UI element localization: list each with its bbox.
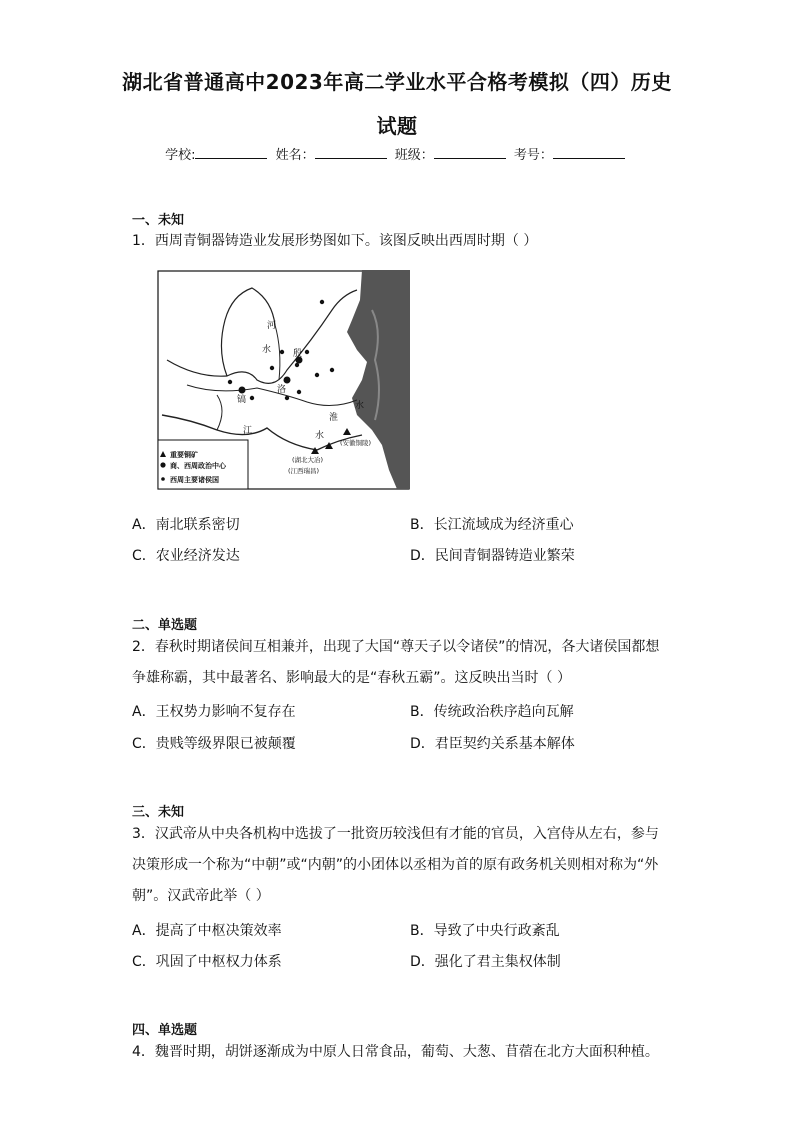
option-a[interactable]: A．王权势力影响不复存在 [132, 704, 296, 720]
option-d[interactable]: D．强化了君主集权体制 [410, 954, 561, 970]
map-label: 河 [267, 321, 277, 331]
option-a[interactable]: A．提高了中枢决策效率 [132, 923, 282, 939]
name-label: 姓名： [275, 148, 315, 163]
map-label: 洛 [277, 385, 287, 395]
option-b[interactable]: B．传统政治秩序趋向瓦解 [410, 704, 574, 720]
option-c[interactable]: C．巩固了中枢权力体系 [132, 954, 282, 970]
question-text: 4．魏晋时期，胡饼逐渐成为中原人日常食品，葡萄、大葱、苜蓿在北方大面积种植。 [132, 1044, 659, 1060]
option-d[interactable]: D．君臣契约关系基本解体 [410, 736, 575, 752]
section-heading: 四、单选题 [132, 1023, 198, 1038]
map-label: 淮 [329, 413, 339, 423]
student-info-row [0, 144, 794, 163]
school-label: 学校: [165, 148, 196, 163]
exam-title-line2: 试题 [376, 114, 418, 138]
map-label: 江 [243, 426, 253, 436]
map-label: 水 [262, 345, 272, 355]
map-label: 水 [315, 431, 325, 441]
question-text: 3．汉武帝从中央各机构中选拔了一批资历较浅但有才能的官员，入宫侍从左右，参与决策形成一个称为“中朝”或“内朝”的小团体以丞相为首的原有政务机关则相对称为“外朝”。汉武帝此举（ ） [132, 826, 659, 904]
legend-item: 商、西周政治中心 [170, 462, 226, 470]
class-field[interactable] [434, 146, 506, 159]
bronze-map [157, 270, 410, 490]
option-c[interactable]: C．农业经济发达 [132, 548, 240, 564]
name-field[interactable] [315, 146, 387, 159]
option-a[interactable]: A．南北联系密切 [132, 517, 240, 533]
exam-number-label: 考号： [513, 148, 553, 163]
map-figure [157, 270, 410, 490]
map-label: (湖北大冶) [292, 456, 324, 464]
section-heading: 三、未知 [132, 805, 185, 820]
option-d[interactable]: D．民间青铜器铸造业繁荣 [410, 548, 575, 564]
option-b[interactable]: B．长江流域成为经济重心 [410, 517, 574, 533]
question-text: 2．春秋时期诸侯间互相兼并，出现了大国“尊天子以令诸侯”的情况，各大诸侯国都想争雄称霸，其中最著名、影响最大的是“春秋五霸”。这反映出当时（ ） [132, 639, 660, 686]
section-heading: 一、未知 [132, 213, 185, 228]
question-text: 1．西周青铜器铸造业发展形势图如下。该图反映出西周时期（ ） [132, 233, 538, 249]
map-legend [158, 440, 248, 489]
option-c[interactable]: C．贵贱等级界限已被颠覆 [132, 736, 296, 752]
map-label: (江西瑞昌) [288, 467, 320, 475]
map-label: 水 [355, 401, 365, 411]
exam-number-field[interactable] [553, 146, 625, 159]
legend-item: 西周主要诸侯国 [170, 476, 219, 484]
legend-item: 重要铜矿 [170, 451, 198, 459]
exam-title: 湖北省普通高中2023年高二学业水平合格考模拟（四）历史 [122, 70, 672, 94]
class-label: 班级： [394, 148, 434, 163]
school-field[interactable] [195, 146, 267, 159]
option-b[interactable]: B．导致了中央行政紊乱 [410, 923, 560, 939]
map-label: (安徽铜陵) [340, 439, 372, 447]
map-label: 殷 [293, 349, 303, 359]
map-label: 镐 [237, 395, 247, 405]
section-heading: 二、单选题 [132, 618, 198, 633]
